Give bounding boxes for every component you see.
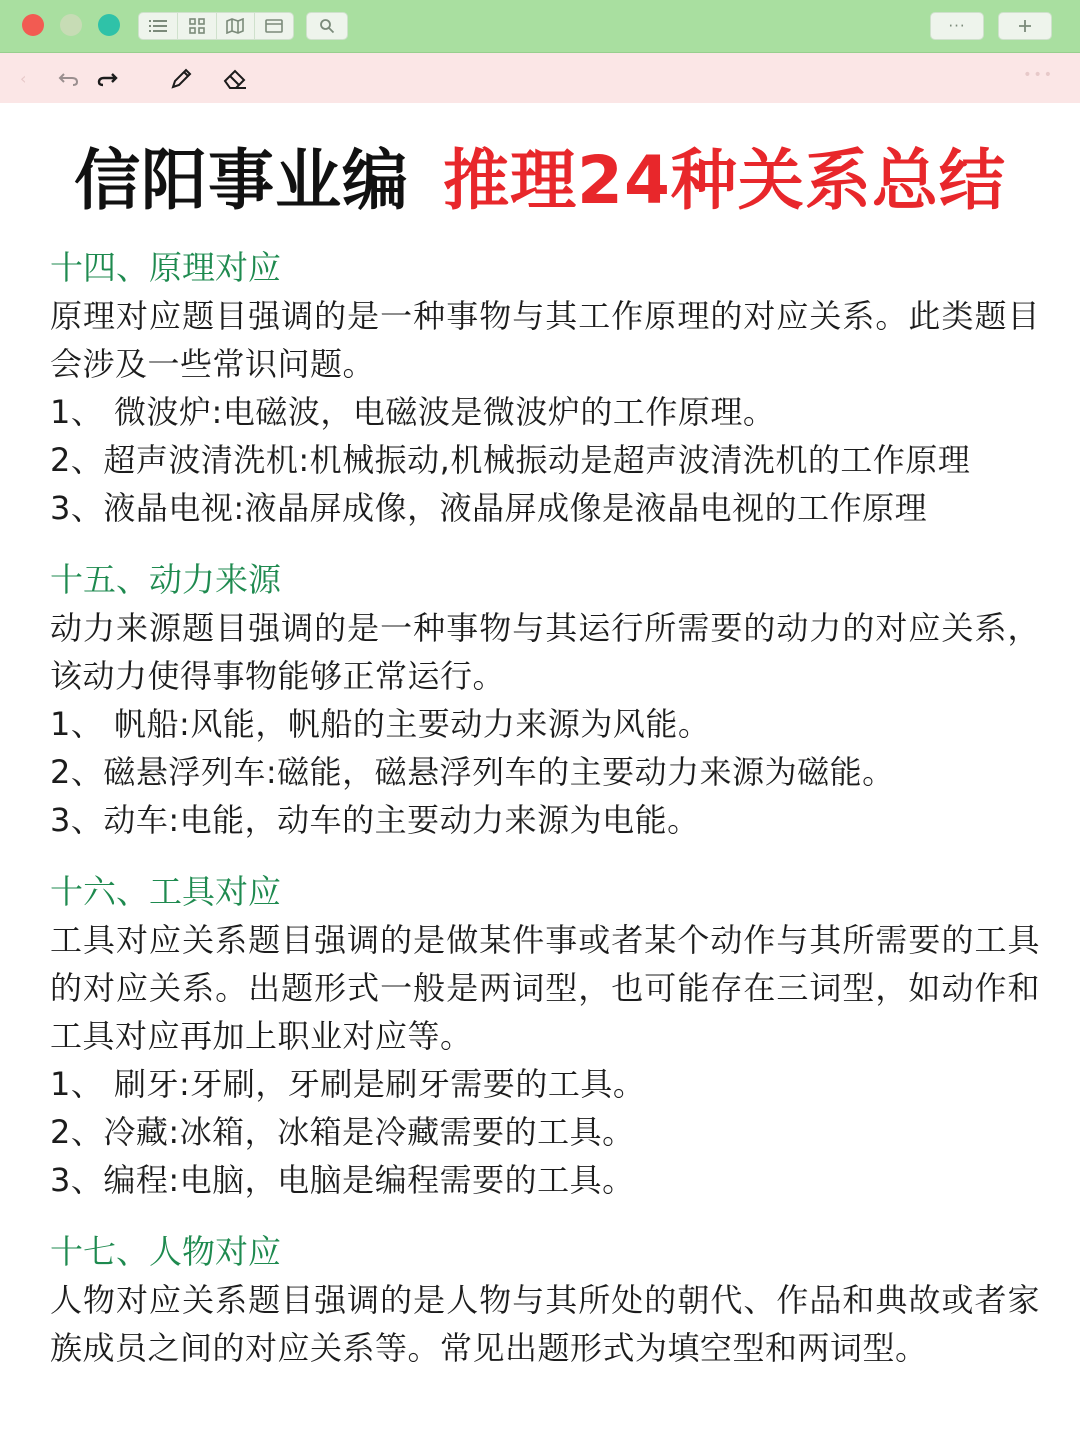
window-titlebar <box>0 0 1080 53</box>
view-mode-group <box>138 12 294 40</box>
title-topic: 推理24种关系总结 <box>443 141 1006 219</box>
list-item: 1、 微波炉:电磁波，电磁波是微波炉的工作原理。 <box>50 393 776 431</box>
plus-icon <box>1017 18 1033 34</box>
undo-button[interactable] <box>56 66 82 92</box>
undo-icon <box>58 71 80 87</box>
page-title <box>0 128 1080 220</box>
map-icon <box>226 18 244 34</box>
map-view-button[interactable] <box>217 13 256 39</box>
more-options-button[interactable]: ··· <box>930 12 984 40</box>
list-item: 3、编程:电脑，电脑是编程需要的工具。 <box>50 1161 635 1199</box>
section-heading: 十六、工具对应 <box>50 872 281 911</box>
close-window-button[interactable] <box>22 14 44 36</box>
list-view-button[interactable] <box>139 13 178 39</box>
pencil-icon <box>169 67 193 91</box>
list-icon <box>149 19 167 33</box>
section-heading: 十四、原理对应 <box>50 248 281 287</box>
redo-button[interactable] <box>94 66 120 92</box>
zoom-window-button[interactable] <box>98 14 120 36</box>
new-note-button[interactable] <box>998 12 1052 40</box>
section-tool <box>50 868 1040 1204</box>
section-heading: 十五、动力来源 <box>50 560 281 599</box>
minimize-window-button[interactable] <box>60 14 82 36</box>
eraser-icon <box>222 67 248 91</box>
redo-icon <box>96 71 118 87</box>
section-intro: 动力来源题目强调的是一种事物与其运行所需要的动力的对应关系，该动力使得事物能够正常运行。 <box>50 609 1040 695</box>
list-item: 3、动车:电能，动车的主要动力来源为电能。 <box>50 801 700 839</box>
pen-tool-button[interactable] <box>168 66 194 92</box>
grid-icon <box>189 18 205 34</box>
gallery-view-button[interactable] <box>255 13 293 39</box>
window-icon <box>265 19 283 33</box>
search-button[interactable] <box>306 12 348 40</box>
section-intro: 工具对应关系题目强调的是做某件事或者某个动作与其所需要的工具的对应关系。出题形式一般是两词型，也可能存在三词型，如动作和工具对应再加上职业对应等。 <box>50 921 1040 1055</box>
list-item: 1、 刷牙:牙刷，牙刷是刷牙需要的工具。 <box>50 1065 646 1103</box>
edit-toolbar <box>0 53 1080 103</box>
grid-view-button[interactable] <box>178 13 217 39</box>
section-intro: 原理对应题目强调的是一种事物与其工作原理的对应关系。此类题目会涉及一些常识问题。 <box>50 297 1040 383</box>
list-item: 2、超声波清洗机:机械振动,机械振动是超声波清洗机的工作原理 <box>50 441 971 479</box>
search-icon <box>319 18 335 34</box>
section-intro: 人物对应关系题目强调的是人物与其所处的朝代、作品和典故或者家族成员之间的对应关系等。常见出题形式为填空型和两词型。 <box>50 1281 1040 1367</box>
section-principle <box>50 244 1040 532</box>
section-person <box>50 1228 1040 1372</box>
back-chevron-icon[interactable]: ‹ <box>20 69 27 88</box>
list-item: 1、 帆船:风能，帆船的主要动力来源为风能。 <box>50 705 711 743</box>
note-content[interactable] <box>50 244 1040 1396</box>
section-power-source <box>50 556 1040 844</box>
list-item: 3、液晶电视:液晶屏成像，液晶屏成像是液晶电视的工作原理 <box>50 489 928 527</box>
eraser-tool-button[interactable] <box>222 66 248 92</box>
title-location: 信阳事业编 <box>74 141 410 219</box>
section-heading: 十七、人物对应 <box>50 1232 281 1271</box>
list-item: 2、冷藏:冰箱，冰箱是冷藏需要的工具。 <box>50 1113 635 1151</box>
list-item: 2、磁悬浮列车:磁能，磁悬浮列车的主要动力来源为磁能。 <box>50 753 895 791</box>
toolbar-overflow-icon[interactable]: ••• <box>1023 67 1054 83</box>
